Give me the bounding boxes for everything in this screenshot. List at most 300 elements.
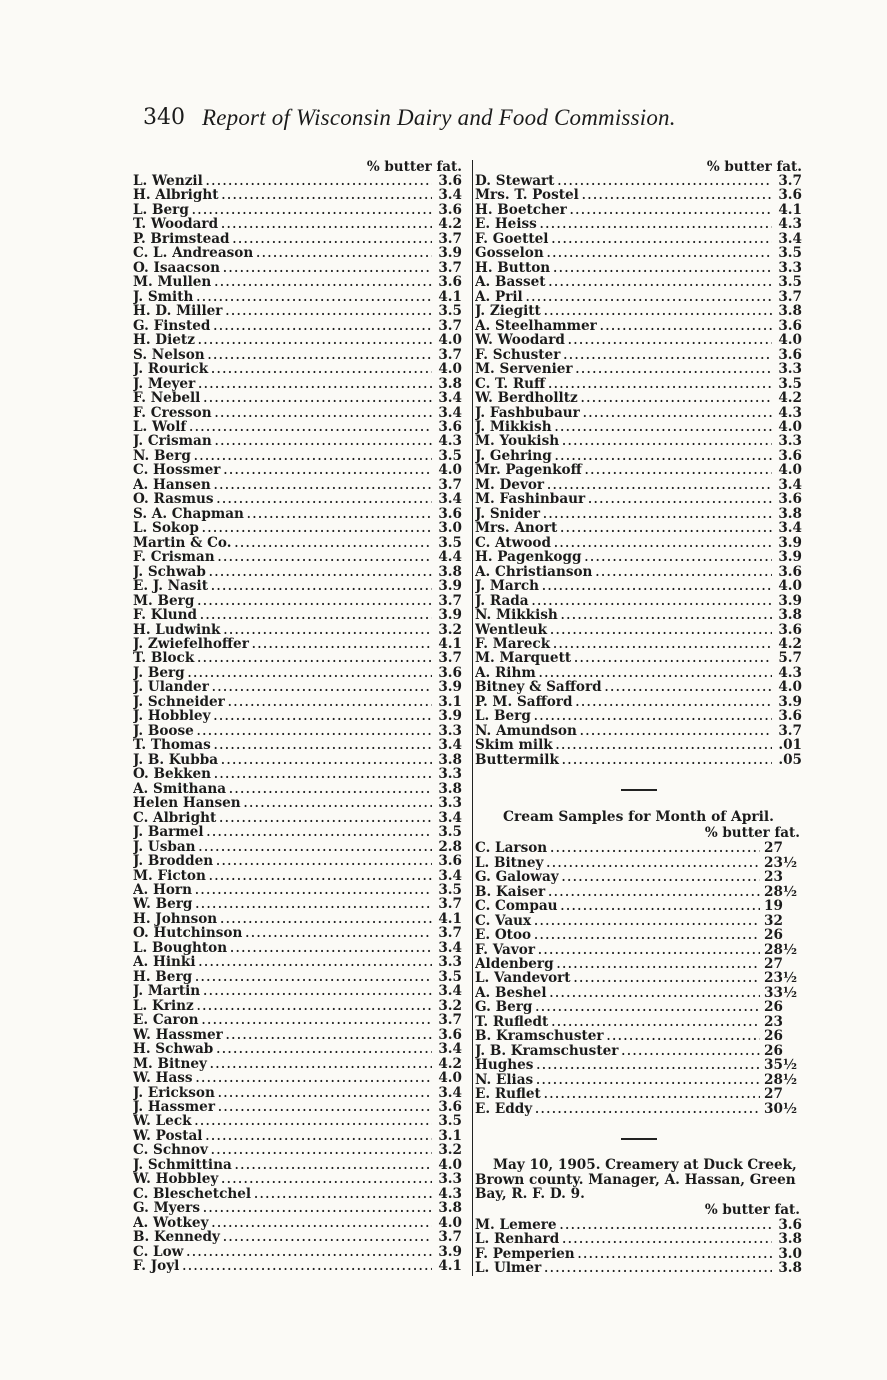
- sample-name: J. Gehring: [475, 448, 552, 464]
- butter-fat-value: 33½: [764, 985, 798, 1001]
- butter-fat-value: 3.9: [438, 246, 462, 261]
- leader-dots: [211, 739, 432, 752]
- leader-dots: [544, 247, 772, 260]
- butter-fat-value: 3.9: [438, 579, 462, 594]
- leader-dots: [179, 1260, 432, 1273]
- may-section-subheading: % butter fat.: [704, 1201, 800, 1218]
- leader-dots: [251, 1188, 432, 1201]
- sample-name: H. Button: [475, 260, 551, 276]
- leader-dots: [189, 204, 432, 217]
- leader-dots: [242, 927, 432, 940]
- sample-row: [133, 1172, 462, 1186]
- sample-name: Wentleuk: [475, 622, 548, 637]
- sample-name: N. Berg: [133, 448, 191, 464]
- sample-name: F. Nebell: [133, 391, 201, 406]
- butter-fat-value: 3.8: [778, 304, 802, 319]
- sample-name: Mr. Pagenkoff: [475, 463, 582, 478]
- sample-name: C. Hossmer: [133, 463, 221, 478]
- leader-dots: [553, 739, 772, 752]
- butter-fat-value: 28½: [764, 884, 798, 900]
- sample-row: [133, 1216, 462, 1230]
- leader-dots: [545, 378, 772, 391]
- butter-fat-value: 3.7: [438, 1230, 462, 1245]
- leader-dots: [539, 580, 772, 593]
- page-title: Report of Wisconsin Dairy and Food Commission.: [202, 105, 676, 130]
- leader-dots: [192, 898, 432, 911]
- butter-fat-value: 3.9: [438, 709, 462, 724]
- leader-dots: [541, 1262, 772, 1275]
- sample-row: [133, 1245, 462, 1259]
- leader-dots: [194, 652, 432, 665]
- sample-name: E. J. Nasit: [133, 579, 208, 594]
- sample-row: [133, 738, 462, 752]
- leader-dots: [183, 1246, 432, 1259]
- sample-row: [133, 290, 462, 304]
- leader-dots: [195, 334, 432, 347]
- leader-dots: [220, 1231, 432, 1244]
- leader-dots: [533, 1074, 760, 1087]
- sample-name: G. Berg: [475, 1000, 533, 1015]
- sample-name: A. Pril: [475, 289, 523, 305]
- sample-name: M. Ficton: [133, 868, 206, 883]
- sample-name: O. Isaacson: [133, 260, 221, 276]
- butter-fat-value: 3.8: [778, 608, 802, 623]
- butter-fat-value: 3.8: [438, 564, 462, 580]
- sample-name: A. Horn: [133, 882, 192, 898]
- sample-row: [475, 899, 802, 913]
- butter-fat-value: 3.4: [778, 521, 802, 536]
- sample-row: [133, 478, 462, 492]
- sample-name: O. Bekken: [133, 767, 212, 782]
- sample-name: J. Fashbubaur: [475, 405, 580, 420]
- butter-fat-value: 3.9: [778, 535, 802, 551]
- leader-dots: [204, 826, 433, 839]
- sample-row: [133, 1114, 462, 1128]
- leader-dots: [214, 493, 432, 506]
- sample-name: J. Erickson: [133, 1085, 215, 1100]
- sample-row: [475, 507, 802, 521]
- sample-row: [133, 1230, 462, 1244]
- leader-dots: [575, 1248, 772, 1261]
- leader-dots: [533, 1059, 760, 1072]
- sample-name: M. Bitney: [133, 1056, 207, 1072]
- sample-row: [133, 680, 462, 694]
- sample-name: L. Berg: [133, 202, 189, 218]
- leader-dots: [216, 812, 432, 825]
- sample-name: Aldenberg: [475, 956, 554, 972]
- butter-fat-value: 3.6: [438, 202, 462, 218]
- sample-name: J. Boose: [133, 723, 194, 739]
- butter-fat-value: 4.3: [438, 1186, 462, 1202]
- leader-dots: [578, 392, 772, 405]
- butter-fat-value: 4.0: [438, 1215, 462, 1231]
- leader-dots: [547, 987, 761, 1000]
- sample-name: M. Servenier: [475, 362, 573, 377]
- sample-name: C. Bleschetchel: [133, 1186, 252, 1202]
- sample-name: J. Schmittina: [133, 1157, 232, 1173]
- sample-name: J. Ulander: [133, 680, 209, 695]
- butter-fat-value: 3.6: [778, 347, 802, 363]
- cream-sample-list: [475, 841, 802, 1116]
- butter-fat-value: 3.7: [438, 651, 462, 666]
- leader-dots: [196, 956, 433, 969]
- sample-row: [133, 391, 462, 405]
- left-column: [133, 160, 462, 1274]
- sample-name: F. Pemperien: [475, 1246, 575, 1262]
- butter-fat-value: 3.4: [438, 1042, 462, 1057]
- leader-dots: [585, 493, 772, 506]
- sample-row: [133, 767, 462, 781]
- butter-fat-value: 26: [764, 1000, 783, 1015]
- butter-fat-value: 3.6: [778, 448, 802, 464]
- butter-fat-value: 3.7: [438, 231, 462, 247]
- leader-dots: [548, 1016, 760, 1029]
- butter-fat-value: 4.0: [778, 463, 802, 478]
- butter-fat-value: 4.2: [778, 637, 802, 652]
- sample-name: H. Ludwink: [133, 622, 221, 637]
- sample-row: [133, 811, 462, 825]
- sample-name: N. Elias: [475, 1072, 534, 1088]
- leader-dots: [211, 276, 432, 289]
- leader-dots: [192, 884, 432, 897]
- butter-fat-value: .05: [778, 752, 802, 768]
- leader-dots: [571, 652, 772, 665]
- leader-dots: [559, 1233, 772, 1246]
- butter-fat-value: 23: [764, 870, 783, 885]
- butter-fat-value: 3.7: [438, 260, 462, 276]
- butter-fat-value: 3.8: [778, 1232, 802, 1247]
- butter-fat-value: 4.3: [778, 217, 802, 232]
- sample-row: [133, 550, 462, 564]
- sample-row: [133, 1071, 462, 1085]
- leader-dots: [537, 218, 772, 231]
- leader-dots: [602, 681, 772, 694]
- sample-row: [133, 348, 462, 362]
- sample-name: L. Wenzil: [133, 174, 203, 189]
- butter-fat-value: 3.6: [438, 1100, 462, 1115]
- butter-fat-value: 3.4: [438, 492, 462, 507]
- sample-row: [475, 275, 802, 289]
- sample-name: L. Vandevort: [475, 971, 571, 986]
- leader-dots: [199, 1014, 432, 1027]
- butter-fat-value: 4.1: [438, 289, 462, 305]
- sample-row: [133, 782, 462, 796]
- butter-fat-value: 4.1: [778, 202, 802, 218]
- leader-dots: [565, 334, 772, 347]
- butter-fat-value: 3.4: [438, 810, 462, 826]
- sample-name: Gosselon: [475, 246, 544, 261]
- sample-name: L. Sokop: [133, 521, 199, 536]
- leader-dots: [208, 1217, 432, 1230]
- sample-name: E. Eddy: [475, 1101, 533, 1117]
- leader-dots: [573, 363, 772, 376]
- sample-row: [475, 174, 802, 188]
- butter-fat-value: 3.3: [778, 362, 802, 377]
- sample-row: [133, 840, 462, 854]
- sample-row: [475, 1058, 802, 1072]
- section-divider: [621, 789, 657, 791]
- sample-row: [133, 999, 462, 1013]
- leader-dots: [220, 464, 432, 477]
- sample-row: [475, 492, 802, 506]
- sample-name: S. Nelson: [133, 347, 205, 363]
- butter-fat-value: 19: [764, 899, 783, 914]
- sample-name: W. Postal: [133, 1128, 203, 1144]
- butter-fat-value: 3.6: [438, 174, 462, 189]
- sample-row: [475, 362, 802, 376]
- sample-name: J. Usban: [133, 839, 196, 855]
- sample-name: C. Albright: [133, 810, 217, 826]
- leader-dots: [206, 870, 432, 883]
- sample-row: [133, 333, 462, 347]
- leader-dots: [582, 551, 772, 564]
- sample-row: [475, 1073, 802, 1087]
- butter-fat-value: 3.3: [778, 434, 802, 449]
- sample-name: C. T. Ruff: [475, 376, 546, 392]
- butter-fat-value: 3.6: [438, 854, 462, 869]
- sample-row: [133, 984, 462, 998]
- butter-fat-value: 3.3: [438, 1172, 462, 1187]
- sample-row: [133, 362, 462, 376]
- butter-fat-value: 28½: [764, 1072, 798, 1088]
- leader-dots: [200, 1202, 432, 1215]
- sample-name: C. Compau: [475, 899, 558, 914]
- sample-row: [475, 651, 802, 665]
- sample-row: [133, 507, 462, 521]
- sample-row: [475, 709, 802, 723]
- leader-dots: [604, 1030, 760, 1043]
- leader-dots: [546, 276, 772, 289]
- sample-name: C. Larson: [475, 841, 548, 856]
- sample-name: G. Finsted: [133, 318, 211, 334]
- leader-dots: [194, 1000, 432, 1013]
- leader-dots: [552, 421, 772, 434]
- sample-name: J. Barmel: [133, 825, 204, 840]
- sample-row: [133, 854, 462, 868]
- butter-fat-value: 3.8: [438, 752, 462, 768]
- sample-name: Bitney & Safford: [475, 680, 602, 695]
- butter-fat-value: 35½: [764, 1058, 798, 1073]
- sample-name: Skim milk: [475, 738, 553, 753]
- leader-dots: [554, 958, 760, 971]
- butter-fat-value: 5.7: [778, 651, 802, 666]
- butter-fat-value: 3.3: [438, 955, 462, 970]
- sample-name: H. Johnson: [133, 911, 218, 927]
- leader-dots: [550, 638, 772, 651]
- sample-row: [133, 188, 462, 202]
- butter-fat-value: 3.4: [438, 391, 462, 406]
- leader-dots: [541, 1088, 760, 1101]
- sample-name: J. Ziegitt: [475, 304, 541, 319]
- leader-dots: [226, 783, 432, 796]
- sample-row: [133, 666, 462, 680]
- leader-dots: [567, 204, 772, 217]
- sample-name: T. Block: [133, 651, 195, 666]
- sample-name: H. Dietz: [133, 333, 195, 348]
- sample-row: [133, 434, 462, 448]
- leader-dots: [218, 754, 432, 767]
- sample-row: [133, 275, 462, 289]
- sample-name: W. Berdholltz: [475, 391, 578, 406]
- sample-name: T. Woodard: [133, 217, 219, 232]
- leader-dots: [551, 537, 772, 550]
- sample-name: O. Rasmus: [133, 492, 214, 507]
- cream-section-title: Cream Samples for Month of April.: [503, 809, 774, 826]
- butter-fat-value: 3.8: [778, 506, 802, 522]
- butter-fat-value: 3.5: [778, 376, 802, 392]
- leader-dots: [592, 566, 772, 579]
- butter-fat-value: 3.6: [778, 492, 802, 507]
- sample-row: [133, 594, 462, 608]
- sample-row: [133, 1057, 462, 1071]
- sample-name: H. Schwab: [133, 1042, 214, 1057]
- left-column-heading: % butter fat.: [366, 159, 462, 175]
- sample-name: J. B. Kramschuster: [475, 1043, 619, 1059]
- leader-dots: [194, 595, 432, 608]
- leader-dots: [531, 929, 760, 942]
- sample-name: J. Zwiefelhoffer: [133, 637, 249, 652]
- sample-row: [133, 1187, 462, 1201]
- sample-name: J. Meyer: [133, 376, 196, 392]
- sample-row: [133, 579, 462, 593]
- butter-fat-value: 4.0: [778, 419, 802, 435]
- sample-row: [133, 492, 462, 506]
- sample-name: M. Lemere: [475, 1217, 557, 1233]
- leader-dots: [194, 725, 432, 738]
- sample-row: [475, 391, 802, 405]
- butter-fat-value: 3.2: [438, 998, 462, 1014]
- butter-fat-value: 3.4: [438, 1085, 462, 1100]
- sample-row: [475, 550, 802, 564]
- butter-fat-value: 3.0: [438, 521, 462, 536]
- sample-row: [475, 971, 802, 985]
- sample-row: [475, 608, 802, 622]
- butter-fat-value: 3.7: [438, 477, 462, 493]
- sample-row: [475, 463, 802, 477]
- leader-dots: [213, 1043, 432, 1056]
- sample-name: C. Schnov: [133, 1143, 208, 1158]
- butter-fat-value: 3.3: [778, 260, 802, 276]
- sample-row: [475, 914, 802, 928]
- sample-name: F. Cresson: [133, 405, 212, 420]
- butter-fat-value: 3.5: [438, 1114, 462, 1129]
- sample-name: A. Hinki: [133, 955, 196, 970]
- butter-fat-value: 3.7: [438, 318, 462, 334]
- butter-fat-value: 3.6: [778, 188, 802, 203]
- butter-fat-value: 4.4: [438, 550, 462, 565]
- sample-name: A. Rihm: [475, 665, 536, 681]
- sample-row: [475, 434, 802, 448]
- leader-dots: [531, 915, 760, 928]
- butter-fat-value: 3.8: [438, 376, 462, 392]
- leader-dots: [220, 262, 432, 275]
- butter-fat-value: 26: [764, 1043, 783, 1059]
- sample-row: [133, 420, 462, 434]
- sample-row: [475, 1044, 802, 1058]
- leader-dots: [213, 855, 432, 868]
- sample-name: J. Smith: [133, 289, 194, 305]
- sample-name: F. Goettel: [475, 231, 549, 247]
- sample-row: [133, 608, 462, 622]
- butter-fat-value: 4.2: [778, 391, 802, 406]
- leader-dots: [218, 218, 432, 231]
- sample-row: [475, 594, 802, 608]
- butter-fat-value: 3.4: [438, 940, 462, 956]
- butter-fat-value: 3.5: [438, 825, 462, 840]
- leader-dots: [529, 595, 772, 608]
- sample-name: Mrs. Anort: [475, 521, 558, 536]
- sample-row: [133, 897, 462, 911]
- sample-row: [133, 463, 462, 477]
- leader-dots: [192, 1115, 432, 1128]
- leader-dots: [210, 320, 432, 333]
- butter-fat-value: 3.6: [438, 506, 462, 522]
- sample-name: L. Bitney: [475, 855, 544, 871]
- leader-dots: [200, 985, 432, 998]
- sample-name: A. Beshel: [475, 985, 547, 1001]
- leader-dots: [241, 797, 432, 810]
- sample-row: [133, 724, 462, 738]
- sample-row: [475, 738, 802, 752]
- sample-row: [475, 565, 802, 579]
- sample-row: [475, 188, 802, 202]
- butter-fat-value: 3.6: [778, 709, 802, 724]
- leader-dots: [215, 1101, 432, 1114]
- sample-name: T. Rufledt: [475, 1014, 549, 1030]
- sample-name: L. Berg: [475, 709, 531, 724]
- leader-dots: [559, 435, 772, 448]
- leader-dots: [559, 754, 772, 767]
- leader-dots: [192, 971, 432, 984]
- butter-fat-value: 4.3: [778, 405, 802, 420]
- butter-fat-value: 30½: [764, 1101, 798, 1117]
- leader-dots: [547, 842, 760, 855]
- leader-dots: [532, 1001, 760, 1014]
- sample-name: J. Schneider: [133, 694, 225, 710]
- sample-row: [133, 869, 462, 883]
- sample-name: G. Galoway: [475, 870, 559, 885]
- leader-dots: [618, 1045, 760, 1058]
- leader-dots: [206, 566, 432, 579]
- sample-name: B. Kramschuster: [475, 1029, 604, 1044]
- leader-dots: [577, 725, 772, 738]
- sample-row: [475, 348, 802, 362]
- sample-row: [475, 870, 802, 884]
- leader-dots: [550, 262, 772, 275]
- sample-name: J. Martin: [133, 984, 201, 999]
- sample-name: P. M. Safford: [475, 694, 573, 710]
- butter-fat-value: 3.1: [438, 694, 462, 710]
- sample-row: [133, 912, 462, 926]
- leader-dots: [548, 233, 772, 246]
- sample-row: [133, 695, 462, 709]
- butter-fat-value: 4.0: [438, 362, 462, 377]
- butter-fat-value: 27: [764, 1087, 783, 1102]
- sample-name: M. Marquett: [475, 651, 572, 666]
- leader-dots: [572, 696, 772, 709]
- sample-row: [475, 1015, 802, 1029]
- sample-row: [475, 928, 802, 942]
- leader-dots: [582, 464, 772, 477]
- butter-fat-value: 4.0: [438, 1157, 462, 1173]
- leader-dots: [560, 349, 772, 362]
- sample-row: [475, 885, 802, 899]
- sample-row: [133, 406, 462, 420]
- butter-fat-value: 3.6: [778, 564, 802, 580]
- sample-name: J. Crisman: [133, 434, 212, 449]
- butter-fat-value: 3.3: [438, 796, 462, 811]
- leader-dots: [212, 407, 432, 420]
